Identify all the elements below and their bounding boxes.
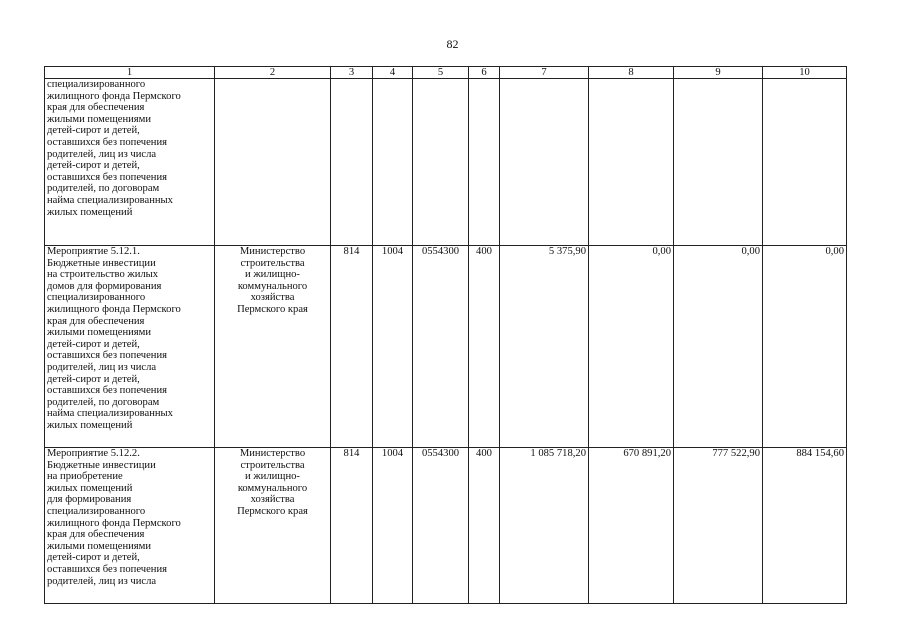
cell-target xyxy=(413,79,469,246)
cell-type xyxy=(469,79,500,246)
executor: Министерство строительства и жилищно- коммунального хозяйства Пермского края xyxy=(215,246,331,448)
executor xyxy=(215,79,331,246)
cell-amount: 777 522,90 xyxy=(674,448,763,604)
measure-description: специализированного жилищного фонда Пермского края для обеспечения жилыми помещениями детей-сирот и детей, оставшихся без попечения родителей, лиц из числа детей-сирот и детей, оставшихся без попечения родителей, по договорам найма специализированных жилых помещений xyxy=(45,79,215,246)
executor: Министерство строительства и жилищно- коммунального хозяйства Пермского края xyxy=(215,448,331,604)
col-header: 8 xyxy=(589,67,674,79)
cell-section: 1004 xyxy=(373,246,413,448)
cell-amount xyxy=(763,79,847,246)
col-header: 3 xyxy=(331,67,373,79)
cell-amount: 670 891,20 xyxy=(589,448,674,604)
budget-table xyxy=(44,66,847,604)
cell-amount: 0,00 xyxy=(674,246,763,448)
col-header: 10 xyxy=(763,67,847,79)
cell-type: 400 xyxy=(469,246,500,448)
cell-target: 0554300 xyxy=(413,246,469,448)
measure-description: Мероприятие 5.12.1. Бюджетные инвестиции на строительство жилых домов для формирования специализированного жилищного фонда Пермского края для обеспечения жилыми помещениями детей-сирот и детей, оставшихся без попечения родителей, лиц из числа детей-сирот и детей, оставшихся без попечения родителей, по договорам найма специализированных жилых помещений xyxy=(45,246,215,448)
col-header: 5 xyxy=(413,67,469,79)
table-row xyxy=(45,448,847,604)
cell-target: 0554300 xyxy=(413,448,469,604)
cell-amount: 0,00 xyxy=(763,246,847,448)
cell-section xyxy=(373,79,413,246)
col-header: 4 xyxy=(373,67,413,79)
col-header: 6 xyxy=(469,67,500,79)
cell-amount: 0,00 xyxy=(589,246,674,448)
page-number: 82 xyxy=(446,37,459,51)
cell-amount xyxy=(500,79,589,246)
cell-amount: 1 085 718,20 xyxy=(500,448,589,604)
col-header: 2 xyxy=(215,67,331,79)
cell-amount: 5 375,90 xyxy=(500,246,589,448)
col-header: 9 xyxy=(674,67,763,79)
cell-amount: 884 154,60 xyxy=(763,448,847,604)
column-number-row xyxy=(45,67,847,79)
col-header: 7 xyxy=(500,67,589,79)
col-header: 1 xyxy=(45,67,215,79)
table-row xyxy=(45,246,847,448)
cell-type: 400 xyxy=(469,448,500,604)
measure-description: Мероприятие 5.12.2. Бюджетные инвестиции на приобретение жилых помещений для формирования специализированного жилищного фонда Пермского края для обеспечения жилыми помещениями детей-сирот и детей, оставшихся без попечения родителей, лиц из числа xyxy=(45,448,215,604)
cell-section: 1004 xyxy=(373,448,413,604)
cell-grbs xyxy=(331,79,373,246)
cell-amount xyxy=(674,79,763,246)
cell-grbs: 814 xyxy=(331,448,373,604)
cell-amount xyxy=(589,79,674,246)
table-row xyxy=(45,79,847,246)
cell-grbs: 814 xyxy=(331,246,373,448)
